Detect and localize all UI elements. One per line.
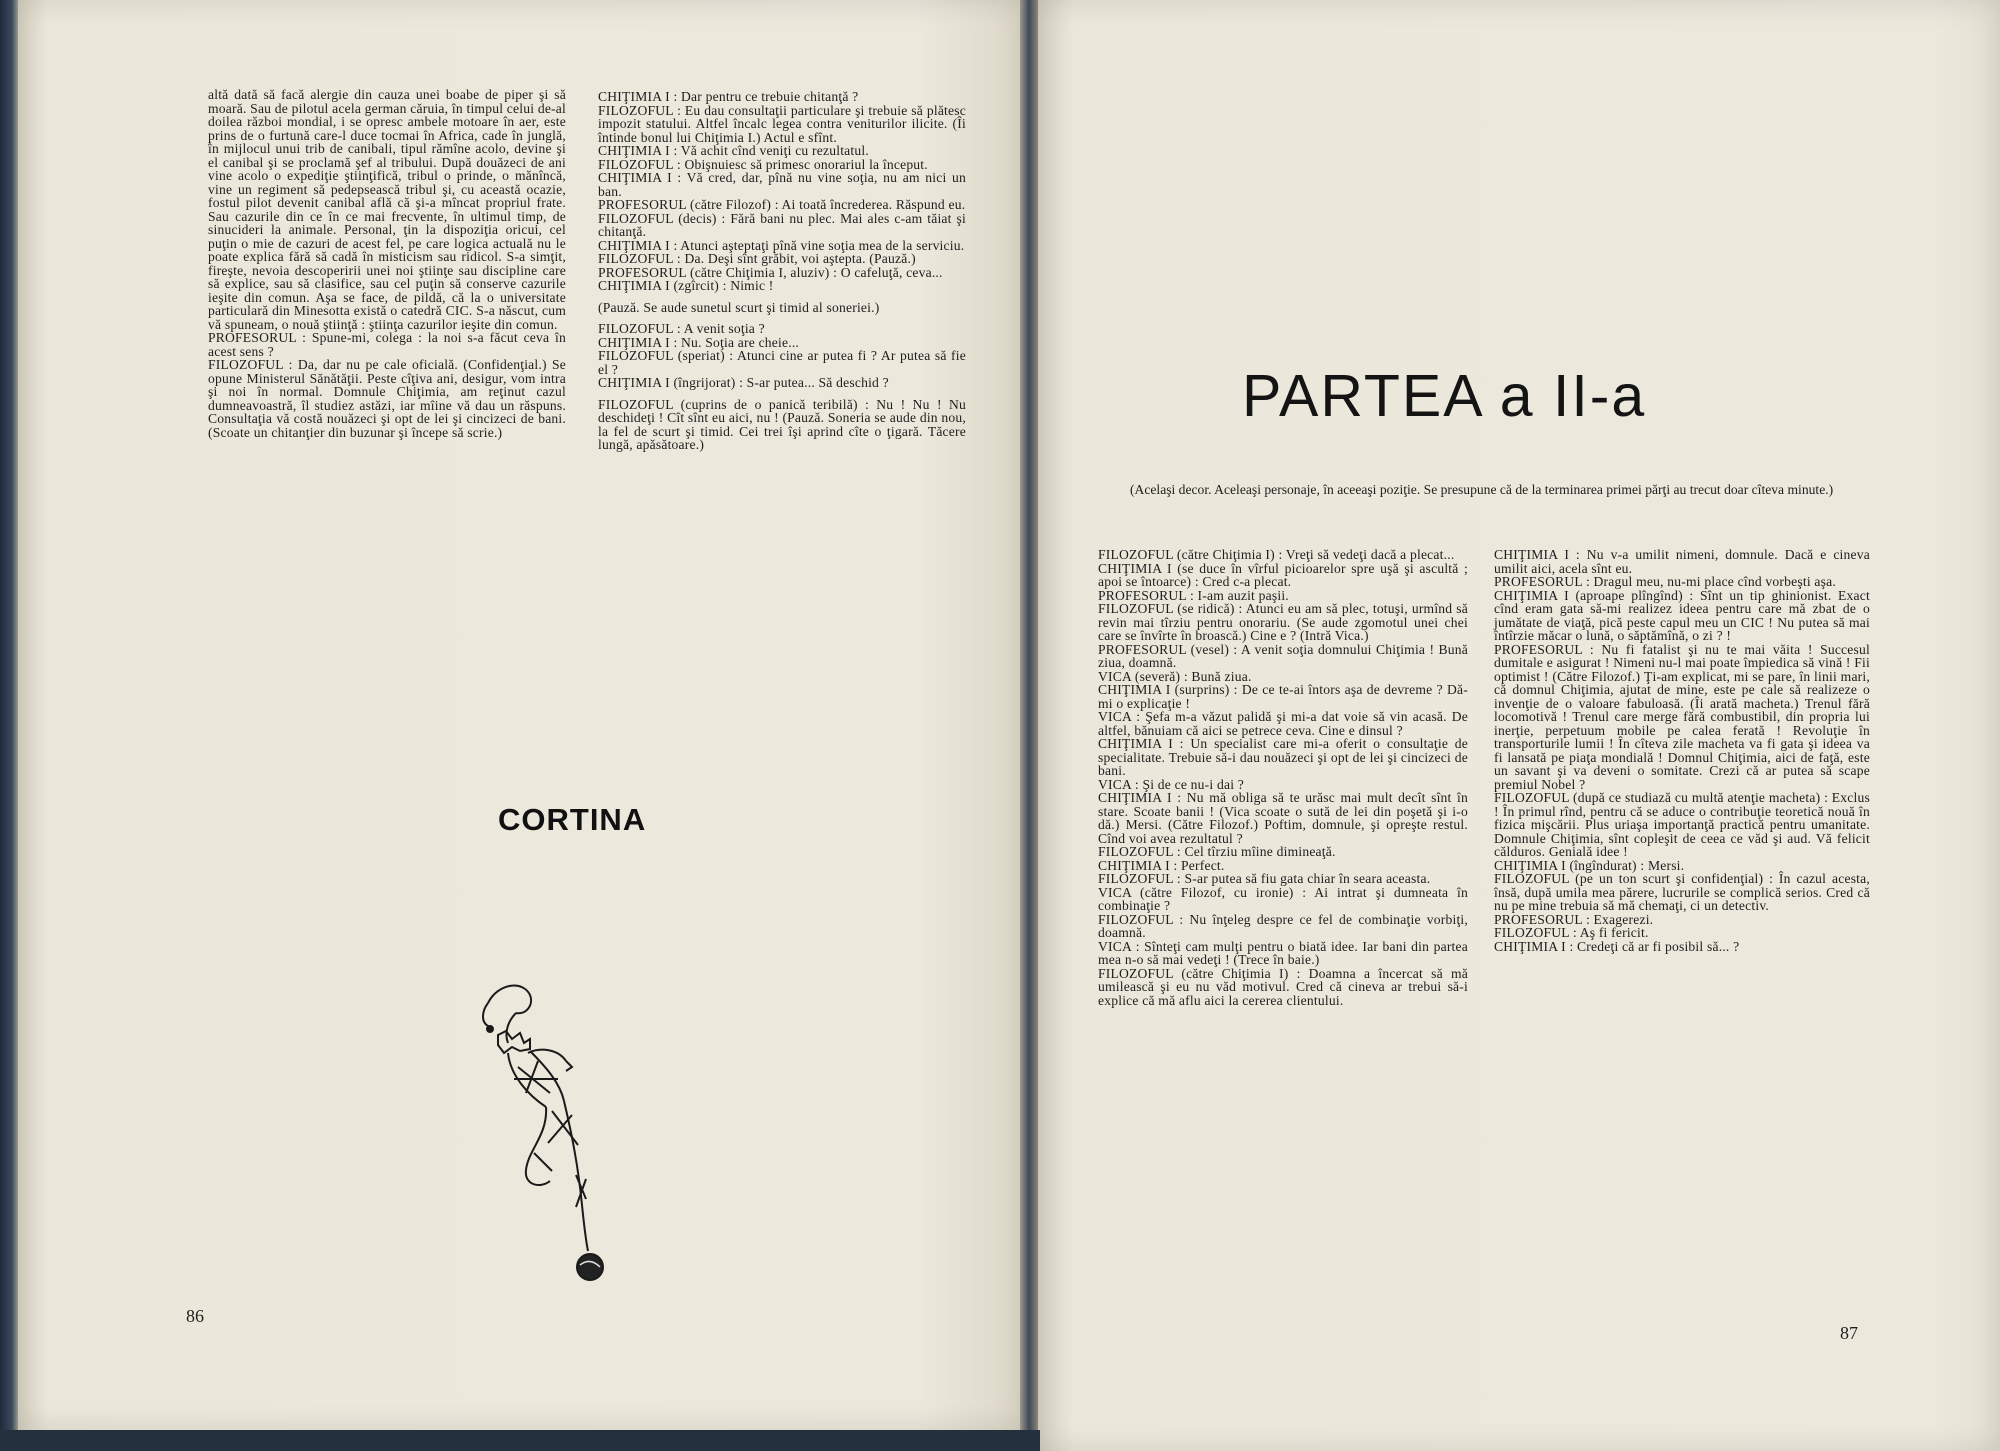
- dialogue-line: CHIŢIMIA I (îngrijorat) : S-ar putea... Să deschid ?: [598, 375, 889, 390]
- dialogue-line: CHIŢIMIA I : Un specialist care mi-a oferit o consultaţie de specialitate. Trebuie să-i dau nouăzeci şi opt de lei şi cincizeci de bani.: [1098, 736, 1468, 778]
- dialogue-line: FILOZOFUL (speriat) : Atunci cine ar putea fi ? Ar putea să fie el ?: [598, 348, 966, 377]
- dialogue-line: FILOZOFUL : S-ar putea să fiu gata chiar în seara aceasta.: [1098, 871, 1431, 886]
- dialogue-line: PROFESORUL (vesel) : A venit soţia domnului Chiţimia ! Bună ziua, doamnă.: [1098, 641, 1468, 670]
- left-column-2: [598, 90, 966, 452]
- dialogue-line: FILOZOFUL : Da, dar nu pe cale oficială. (Confidenţial.) Se opune Ministerul Sănătăţii. Peste cîţiva ani, desigur, vom intra şi noi în normal. Domnule Chiţimia, am reţinut cazul dumneavoastră, îl studiez astăzi, iar mîine vă dau un răspuns. Consultaţia vă costă nouăzeci şi opt de lei şi cincizeci de bani. (Scoate un chitanţier din buzunar şi începe să scrie.): [208, 357, 566, 440]
- stage-direction: (Acelaşi decor. Aceleaşi personaje, în aceeaşi poziţie. Se presupune că de la terminarea primei părţi au trecut doar cîteva minute.): [1130, 482, 1834, 497]
- dialogue-line: VICA : Şefa m-a văzut palidă şi mi-a dat voie să vin acasă. De altfel, bănuiam că aici se petrece ceva. Cine e dinsul ?: [1098, 709, 1468, 738]
- dialogue-line: CHIŢIMIA I : Nu. Soţia are cheie...: [598, 334, 800, 350]
- dialogue-line: CHIŢIMIA I (surprins) : De ce te-ai întors aşa de devreme ? Dă-mi o explicaţie !: [1098, 682, 1468, 711]
- dialogue-line: FILOZOFUL (se ridică) : Atunci eu am să plec, totuşi, urmînd să revin mai tîrziu pentru onorariu. (Se aude zgomotul unei chei care se învîrte în broască.) Cine e ? (Intră Vica.): [1098, 601, 1468, 643]
- dialogue-line: CHIŢIMIA I : Atunci aşteptaţi pînă vine soţia mea de la serviciu.: [598, 237, 965, 253]
- dialogue-line: FILOZOFUL (către Chiţimia I) : Vreţi să vedeţi dacă a plecat...: [1098, 547, 1455, 562]
- dialogue-line: PROFESORUL : Dragul meu, nu-mi place cînd vorbeşti aşa.: [1494, 574, 1836, 589]
- dialogue-line: FILOZOFUL (cuprins de o panică teribilă) : Nu ! Nu ! Nu deschideţi ! Cît sînt eu aici, nu ! (Pauză. Soneria se aude din nou, la fel de scurt şi timid. Cei trei îşi aprind cîte o ţigară. Tăcere lungă, apăsătoare.): [598, 396, 966, 452]
- dialogue-line: PROFESORUL : Nu fi fatalist şi nu te mai văita ! Succesul dumitale e asigurat ! Nimeni nu-l mai poate împiedica să vină ! Fii optimist ! (Către Filozof.) Ţi-am explicat, mi se pare, în linii mari, că domnul Chiţimia, ajutat de mine, este pe cale să realizeze o invenţie de o valoare fabuloasă. (Îi arată macheta.) Trenul fără locomotivă ! Trenul care merge fără combustibil, din propria lui inerţie, perpetuum mobile pe calea ferată ! Revoluţie în transporturile lumii ! În cîteva zile macheta va fi gata şi ideea va fi lansată pe piaţa mondială ! Domnul Chiţimia, aici de faţă, este un savant şi va deveni o somitate. Crezi că ar putea să scape premiul Nobel ?: [1494, 641, 1870, 792]
- dialogue-line: VICA (severă) : Bună ziua.: [1098, 668, 1252, 684]
- dialogue-line: FILOZOFUL : Cel tîrziu mîine dimineaţă.: [1098, 844, 1336, 859]
- page-number: 86: [186, 1306, 204, 1326]
- paragraph: altă dată să facă alergie din cauza unei boabe de piper şi să moară. Sau de pilotul acela german căruia, în timpul celui de-al doilea război mondial, i se opresc ambele motoare în aer, este prins de o furtună care-l duce tocmai în Africa, cade în junglă, în mijlocul unui trib de canibali, tipul rămîne acolo, devine şi el canibal şi se proclamă şef al tribului. După douăzeci de ani vine acolo o expediţie ştiinţifică, tribul o prinde, o mănîncă, vine un regiment să pedepsească tribul şi, cu această ocazie, fostul pilot devenit canibal află că şi-a mîncat propriul frate. Sau cazurile din ce în ce mai frecvente, în ultimul timp, de sinucideri la animale. Personal, ţin la dispoziţia oricui, cel puţin o mie de cazuri de acest fel, pe care logica actuală nu le poate explica fără să cadă în misticism sau ridicol. S-a simţit, fireşte, nevoia descoperirii unei noi ştiinţe sau discipline care să explice, sau să clasifice, sau cel puţin să conserve cazurile ieşite din comun. Aşa se face, de pildă, că la o universitate particulară din Minesotta există o catedră CIC. S-a născut, cum vă spuneam, o nouă ştiinţă : ştiinţa cazurilor ieşite din comun.: [208, 87, 566, 332]
- dialogue-line: FILOZOFUL (după ce studiază cu multă atenţie macheta) : Exclus ! În primul rînd, pentru că se aduce o contribuţie teoretică nouă în fizica mişcării. Plus uriaşa importanţă practică pentru umanitate. Domnule Chiţimia, sînt copleşit de ceea ce văd şi aud. Vă felicit călduros. Genială idee !: [1494, 790, 1870, 859]
- dialogue-line: CHIŢIMIA I : Vă cred, dar, pînă nu vine soţia, nu am nici un ban.: [598, 170, 966, 199]
- dialogue-line: VICA : Sînteţi cam mulţi pentru o biată idee. Iar bani din partea mea n-o să mai vedeţi ! (Trece în baie.): [1098, 938, 1468, 967]
- dialogue-line: PROFESORUL : Spune-mi, colega : la noi s-a făcut ceva în acest sens ?: [208, 330, 566, 359]
- right-column-2: [1494, 548, 1870, 953]
- dialogue-line: CHIŢIMIA I (zgîrcit) : Nimic !: [598, 278, 774, 293]
- dialogue-line: VICA (către Filozof, cu ironie) : Ai intrat şi dumneata în combinaţie ?: [1098, 884, 1468, 913]
- stage-direction: (Pauză. Se aude sunetul scurt şi timid al soneriei.): [598, 299, 880, 315]
- dialogue-line: PROFESORUL : I-am auzit paşii.: [1098, 587, 1289, 603]
- dialogue-line: FILOZOFUL : Eu dau consultaţii particulare şi trebuie să plătesc impozit statului. Altfel încalc legea contra veniturilor ilicite. (Îi întinde bonul lui Chiţimia I.) Actul e sfînt.: [598, 102, 966, 145]
- dialogue-line: CHIŢIMIA I (se duce în vîrful picioarelor spre uşă şi ascultă ; apoi se întoarce) : Cred c-a plecat.: [1098, 560, 1468, 589]
- dialogue-line: CHIŢIMIA I : Credeţi că ar fi posibil să... ?: [1494, 938, 1740, 954]
- part-title: PARTEA a II-a: [1242, 363, 1647, 429]
- dialogue-line: PROFESORUL (către Filozof) : Ai toată încrederea. Răspund eu.: [598, 197, 966, 212]
- cortina-heading: CORTINA: [498, 802, 647, 837]
- dialogue-line: FILOZOFUL : Aş fi fericit.: [1494, 925, 1649, 940]
- dialogue-line: CHIŢIMIA I : Dar pentru ce trebuie chitanţă ?: [598, 89, 859, 104]
- harlequin-illustration: [468, 975, 628, 1285]
- right-column-1: [1098, 548, 1468, 1007]
- dialogue-line: VICA : Şi de ce nu-i dai ?: [1098, 776, 1245, 792]
- dialogue-line: FILOZOFUL (pe un ton scurt şi confidenţial) : În cazul acesta, însă, după umila mea părere, lucrurile se complică serios. Cred că nu pe mine trebuia să mă chemaţi, ci un detectiv.: [1494, 871, 1870, 913]
- dialogue-line: CHIŢIMIA I : Nu mă obliga să te urăsc mai mult decît sînt în stare. Scoate banii ! (Vica scoate o sută de lei din poşetă şi i-o dă.) Mersi. (Către Filozof.) Poftim, domnule, şi opreşte restul. Cînd voi avea rezultatul ?: [1098, 790, 1468, 846]
- dialogue-line: CHIŢIMIA I : Perfect.: [1098, 857, 1225, 873]
- page-number: 87: [1840, 1323, 1858, 1343]
- dialogue-line: CHIŢIMIA I : Vă achit cînd veniţi cu rezultatul.: [598, 143, 869, 158]
- dialogue-line: FILOZOFUL : Obişnuiesc să primesc onorariul la început.: [598, 156, 928, 172]
- dialogue-line: FILOZOFUL (decis) : Fără bani nu plec. Mai ales c-am tăiat şi chitanţă.: [598, 210, 966, 239]
- dialogue-line: PROFESORUL (către Chiţimia I, aluziv) : O cafeluţă, ceva...: [598, 264, 943, 280]
- book-cover-edge: [0, 0, 20, 1451]
- left-column-1: [208, 88, 566, 439]
- book-cover-bottom: [0, 1430, 1040, 1451]
- dialogue-line: FILOZOFUL : Nu înţeleg despre ce fel de combinaţie vorbiţi, doamnă.: [1098, 911, 1468, 940]
- dialogue-line: CHIŢIMIA I (îngîndurat) : Mersi.: [1494, 857, 1685, 873]
- book-gutter: [1020, 0, 1038, 1451]
- dialogue-line: FILOZOFUL : A venit soţia ?: [598, 321, 765, 336]
- dialogue-line: CHIŢIMIA I : Nu v-a umilit nimeni, domnule. Dacă e cineva umilit aici, acela sînt eu.: [1494, 547, 1870, 576]
- dialogue-line: FILOZOFUL : Da. Deşi sînt grăbit, voi aştepta. (Pauză.): [598, 251, 916, 266]
- dialogue-line: PROFESORUL : Exagerezi.: [1494, 911, 1654, 927]
- dialogue-line: CHIŢIMIA I (aproape plîngînd) : Sînt un tip ghinionist. Exact cînd eram gata să-mi realizez ideea pentru care mă zbat de o jumătate de viaţă, pică peste capul meu un CIC ! Nu putea să mai întîrzie măcar o lună, o săptămînă, o zi ? !: [1494, 587, 1870, 643]
- dialogue-line: FILOZOFUL (către Chiţimia I) : Doamna a încercat să mă umilească şi eu nu văd motivul. Cred că cineva ar trebui să-i explice că mă aflu aici la cererea clientului.: [1098, 965, 1468, 1008]
